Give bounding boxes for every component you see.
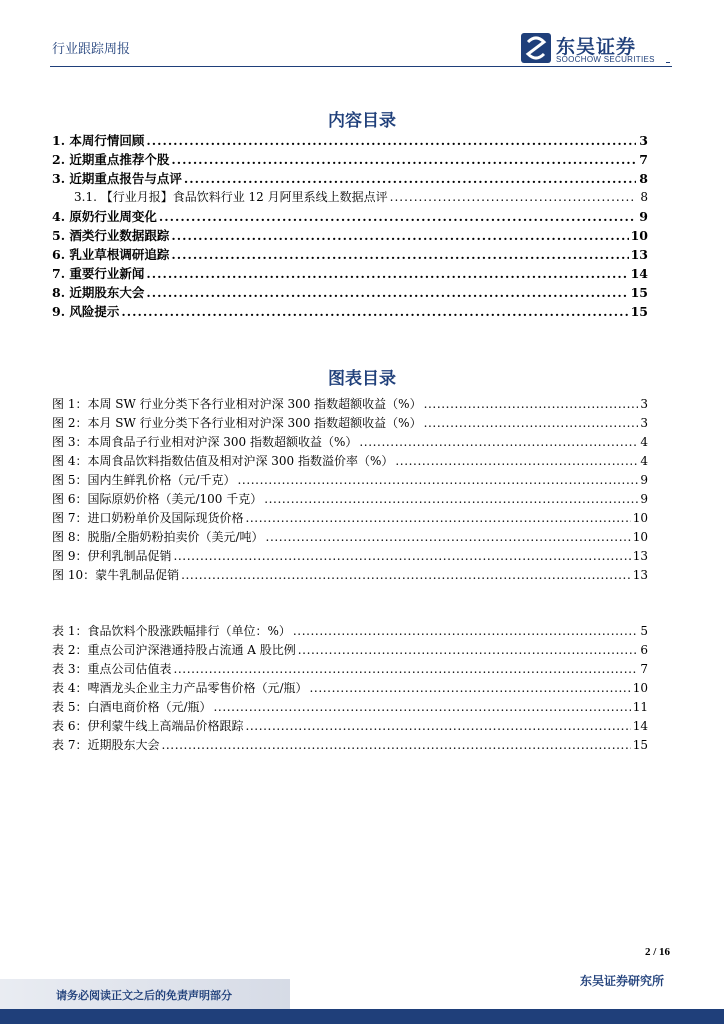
contents-entry-label: 8. 近期股东大会 (52, 285, 145, 300)
table-entry-page: 7 (640, 662, 648, 676)
leader-dots (181, 568, 631, 582)
table-entry-page: 15 (632, 738, 648, 752)
contents-entry-label: 9. 风险提示 (52, 304, 120, 319)
contents-entry[interactable] (52, 131, 648, 149)
footer-disclaimer: 请务必阅读正文之后的免责声明部分 (56, 989, 232, 1002)
header-mark (666, 62, 670, 63)
contents-entry-page: 3 (639, 133, 648, 148)
figure-entry[interactable] (52, 490, 648, 507)
leader-dots (146, 133, 636, 148)
contents-entry-page: 15 (630, 304, 648, 319)
contents-entry[interactable] (52, 169, 648, 187)
contents-entry-page: 7 (639, 152, 648, 167)
table-entry[interactable] (52, 698, 648, 715)
figure-entry[interactable] (52, 566, 648, 583)
contents-title: 内容目录 (328, 111, 396, 131)
contents-entry-label: 3.1. 【行业月报】食品饮料行业 12 月阿里系线上数据点评 (74, 190, 388, 204)
leader-dots (171, 228, 628, 243)
table-entry-label: 表 5：白酒电商价格（元/瓶） (52, 700, 212, 714)
leader-dots (298, 643, 639, 657)
leader-dots (146, 285, 628, 300)
contents-entry-label: 3. 近期重点报告与点评 (52, 171, 182, 186)
footer-bar (0, 979, 724, 1024)
leader-dots (359, 435, 638, 449)
figure-entry-label: 图 9：伊利乳制品促销 (52, 549, 172, 563)
figure-entry[interactable] (52, 433, 648, 450)
contents-entry-label: 5. 酒类行业数据跟踪 (52, 228, 170, 243)
figure-entry-page: 10 (632, 530, 648, 544)
leader-dots (293, 624, 639, 638)
figure-entry[interactable] (52, 452, 648, 469)
header-divider (50, 66, 672, 67)
figure-entry-page: 3 (640, 397, 648, 411)
footer-color-band (0, 1009, 724, 1024)
soochow-logo-icon (520, 32, 552, 64)
contents-entry-page: 10 (630, 228, 648, 243)
figure-entry-label: 图 6：国际原奶价格（美元/100 千克） (52, 492, 263, 506)
contents-entry-page: 9 (639, 209, 648, 224)
leader-dots (390, 190, 636, 204)
contents-entry[interactable] (52, 264, 648, 282)
figure-entry-label: 图 2：本月 SW 行业分类下各行业相对沪深 300 指数超额收益（%） (52, 416, 422, 430)
contents-entry-page: 13 (630, 247, 648, 262)
leader-dots (245, 511, 630, 525)
figure-entry-page: 13 (632, 549, 648, 563)
figure-entry-page: 3 (640, 416, 648, 430)
table-entry-page: 5 (640, 624, 648, 638)
leader-dots (266, 530, 631, 544)
table-entry-label: 表 4：啤酒龙头企业主力产品零售价格（元/瓶） (52, 681, 308, 695)
figure-entry-page: 4 (640, 454, 648, 468)
table-entry[interactable] (52, 622, 648, 639)
leader-dots (171, 247, 628, 262)
leader-dots (238, 473, 639, 487)
contents-entry[interactable] (52, 226, 648, 244)
figure-entry-label: 图 5：国内生鲜乳价格（元/千克） (52, 473, 236, 487)
figures-title: 图表目录 (328, 369, 396, 389)
contents-entry[interactable] (52, 302, 648, 320)
leader-dots (173, 662, 638, 676)
table-entry-label: 表 7：近期股东大会 (52, 738, 160, 752)
figure-entry-page: 10 (632, 511, 648, 525)
table-entry-label: 表 3：重点公司估值表 (52, 662, 172, 676)
leader-dots (264, 492, 638, 506)
leader-dots (121, 304, 628, 319)
leader-dots (424, 416, 639, 430)
leader-dots (184, 171, 636, 186)
logo-english-name: SOOCHOW SECURITIES (556, 55, 655, 64)
figure-entry-label: 图 7：进口奶粉单价及国际现货价格 (52, 511, 244, 525)
leader-dots (159, 209, 636, 224)
figure-entry-label: 图 3：本周食品子行业相对沪深 300 指数超额收益（%） (52, 435, 358, 449)
figure-entry[interactable] (52, 471, 648, 488)
table-entry-label: 表 1：食品饮料个股涨跌幅排行（单位：%） (52, 624, 291, 638)
contents-entry-label: 6. 乳业草根调研追踪 (52, 247, 170, 262)
contents-entry[interactable] (74, 188, 648, 206)
figure-entry-label: 图 8：脱脂/全脂奶粉拍卖价（美元/吨） (52, 530, 264, 544)
logo-chinese-name: 东吴证券 (556, 36, 637, 58)
contents-entry-page: 15 (630, 285, 648, 300)
figure-entry[interactable] (52, 528, 648, 545)
contents-entry-page: 14 (630, 266, 648, 281)
leader-dots (424, 397, 639, 411)
figure-entry[interactable] (52, 395, 648, 412)
contents-entry[interactable] (52, 207, 648, 225)
leader-dots (171, 152, 636, 167)
figure-entry[interactable] (52, 547, 648, 564)
table-entry-label: 表 6：伊利蒙牛线上高端品价格跟踪 (52, 719, 244, 733)
table-entry[interactable] (52, 736, 648, 753)
contents-entry-label: 2. 近期重点推荐个股 (52, 152, 170, 167)
figure-entry-page: 9 (640, 473, 648, 487)
contents-entry[interactable] (52, 283, 648, 301)
table-entry-page: 6 (640, 643, 648, 657)
figure-entry-page: 9 (640, 492, 648, 506)
leader-dots (173, 549, 630, 563)
figure-entry[interactable] (52, 414, 648, 431)
figure-entry-page: 4 (640, 435, 648, 449)
figure-entry[interactable] (52, 509, 648, 526)
leader-dots (146, 266, 628, 281)
contents-entry[interactable] (52, 150, 648, 168)
table-entry[interactable] (52, 641, 648, 658)
contents-entry-label: 1. 本周行情回顾 (52, 133, 145, 148)
leader-dots (161, 738, 630, 752)
figure-entry-label: 图 1：本周 SW 行业分类下各行业相对沪深 300 指数超额收益（%） (52, 397, 422, 411)
table-entry-page: 10 (632, 681, 648, 695)
contents-entry-label: 7. 重要行业新闻 (52, 266, 145, 281)
contents-entry[interactable] (52, 245, 648, 263)
page-number: 2 / 16 (644, 946, 670, 958)
leader-dots (395, 454, 638, 468)
table-entry[interactable] (52, 717, 648, 734)
figure-entry-page: 13 (632, 568, 648, 582)
figure-entry-label: 图 10：蒙牛乳制品促销 (52, 568, 180, 582)
report-type-label: 行业跟踪周报 (52, 42, 131, 57)
table-entry-page: 14 (632, 719, 648, 733)
contents-entry-page: 8 (639, 171, 648, 186)
table-entry[interactable] (52, 660, 648, 677)
footer-org-name: 东吴证券研究所 (579, 974, 664, 988)
contents-entry-page: 8 (640, 190, 648, 204)
figure-entry-label: 图 4：本周食品饮料指数估值及相对沪深 300 指数溢价率（%） (52, 454, 394, 468)
leader-dots (310, 681, 631, 695)
table-entry[interactable] (52, 679, 648, 696)
table-entry-page: 11 (632, 700, 648, 714)
company-logo (520, 32, 680, 66)
table-entry-label: 表 2：重点公司沪深港通持股占流通 A 股比例 (52, 643, 296, 657)
leader-dots (214, 700, 631, 714)
contents-entry-label: 4. 原奶行业周变化 (52, 209, 157, 224)
leader-dots (245, 719, 630, 733)
